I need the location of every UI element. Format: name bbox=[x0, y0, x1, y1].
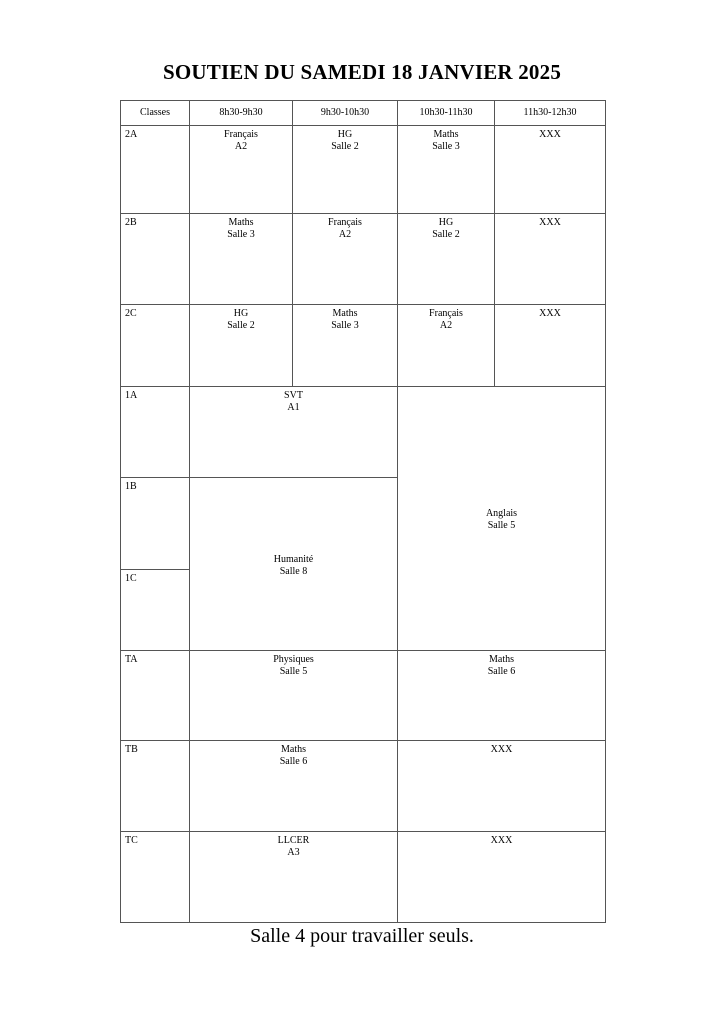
subject: XXX bbox=[539, 308, 561, 319]
class-label: 2A bbox=[121, 126, 190, 214]
cell-ta-slot-1-2 bbox=[190, 651, 398, 741]
room: Salle 8 bbox=[279, 565, 308, 577]
cell-2b-slot-2 bbox=[293, 214, 398, 305]
subject: Maths bbox=[281, 744, 306, 755]
subject: XXX bbox=[490, 744, 513, 755]
schedule-table bbox=[120, 100, 606, 923]
subject: HG bbox=[438, 217, 454, 228]
table-row-tb bbox=[121, 741, 606, 832]
header-slot-4: 11h30-12h30 bbox=[495, 101, 606, 126]
header-slot-1: 8h30-9h30 bbox=[190, 101, 293, 126]
class-label: 1C bbox=[121, 570, 190, 651]
cell-2a-slot-1 bbox=[190, 126, 293, 214]
room: Salle 3 bbox=[331, 320, 359, 331]
cell-tb-slot-1-2 bbox=[190, 741, 398, 832]
room: A2 bbox=[338, 229, 352, 240]
table-row-2a bbox=[121, 126, 606, 214]
class-label: 2C bbox=[121, 305, 190, 387]
subject: XXX bbox=[539, 217, 561, 228]
subject: XXX bbox=[539, 129, 561, 140]
class-label: TB bbox=[121, 741, 190, 832]
cell-2b-slot-4 bbox=[495, 214, 606, 305]
table-row-1a bbox=[121, 387, 606, 478]
class-label: 2B bbox=[121, 214, 190, 305]
room: Salle 6 bbox=[487, 666, 516, 677]
cell-ta-slot-3-4 bbox=[398, 651, 606, 741]
subject: Français bbox=[328, 217, 362, 228]
subject: Français bbox=[224, 129, 258, 140]
cell-2a-slot-4 bbox=[495, 126, 606, 214]
class-label: 1A bbox=[121, 387, 190, 478]
subject: Humanité bbox=[273, 553, 314, 565]
cell-tc-slot-3-4 bbox=[398, 832, 606, 923]
class-label: 1B bbox=[121, 478, 190, 570]
subject: Maths bbox=[489, 654, 514, 665]
room: Salle 2 bbox=[331, 141, 359, 152]
header-row bbox=[121, 101, 606, 126]
subject: Maths bbox=[332, 308, 358, 319]
class-label: TC bbox=[121, 832, 190, 923]
cell-2c-slot-3 bbox=[398, 305, 495, 387]
room: Salle 5 bbox=[279, 666, 308, 677]
cell-2b-slot-3 bbox=[398, 214, 495, 305]
cell-tc-slot-1-2 bbox=[190, 832, 398, 923]
cell-2c-slot-2 bbox=[293, 305, 398, 387]
subject: Maths bbox=[228, 217, 254, 228]
subject: Physiques bbox=[273, 654, 314, 665]
subject: SVT bbox=[284, 390, 303, 401]
table-row-tc bbox=[121, 832, 606, 923]
header-classes: Classes bbox=[121, 101, 190, 126]
subject: Français bbox=[429, 308, 463, 319]
header-slot-2: 9h30-10h30 bbox=[293, 101, 398, 126]
cell-1abc-slot-3-4 bbox=[398, 387, 606, 651]
cell-tb-slot-3-4 bbox=[398, 741, 606, 832]
cell-2c-slot-1 bbox=[190, 305, 293, 387]
room: Salle 5 bbox=[487, 520, 516, 531]
subject: HG bbox=[233, 308, 249, 319]
room: Salle 3 bbox=[432, 141, 460, 152]
page-title: SOUTIEN DU SAMEDI 18 JANVIER 2025 bbox=[162, 60, 562, 84]
room: Salle 2 bbox=[432, 229, 460, 240]
subject: Maths bbox=[433, 129, 459, 140]
room: A2 bbox=[234, 141, 248, 152]
class-label: TA bbox=[121, 651, 190, 741]
room: Salle 2 bbox=[227, 320, 255, 331]
room: A3 bbox=[287, 847, 300, 858]
subject: HG bbox=[337, 129, 353, 140]
cell-1bc-slot-1-2 bbox=[190, 478, 398, 651]
room: Salle 3 bbox=[227, 229, 255, 240]
cell-2a-slot-3 bbox=[398, 126, 495, 214]
room: Salle 6 bbox=[279, 756, 308, 767]
table-row-2b bbox=[121, 214, 606, 305]
cell-2b-slot-1 bbox=[190, 214, 293, 305]
subject: Anglais bbox=[485, 508, 518, 519]
room: A2 bbox=[439, 320, 453, 331]
subject: XXX bbox=[490, 835, 513, 846]
subject: LLCER bbox=[277, 835, 310, 846]
cell-2c-slot-4 bbox=[495, 305, 606, 387]
cell-1a-slot-1-2 bbox=[190, 387, 398, 478]
cell-2a-slot-2 bbox=[293, 126, 398, 214]
footer-note: Salle 4 pour travailler seuls. bbox=[250, 925, 474, 947]
table-row-2c bbox=[121, 305, 606, 387]
room: A1 bbox=[287, 402, 300, 413]
header-slot-3: 10h30-11h30 bbox=[398, 101, 495, 126]
table-row-ta bbox=[121, 651, 606, 741]
